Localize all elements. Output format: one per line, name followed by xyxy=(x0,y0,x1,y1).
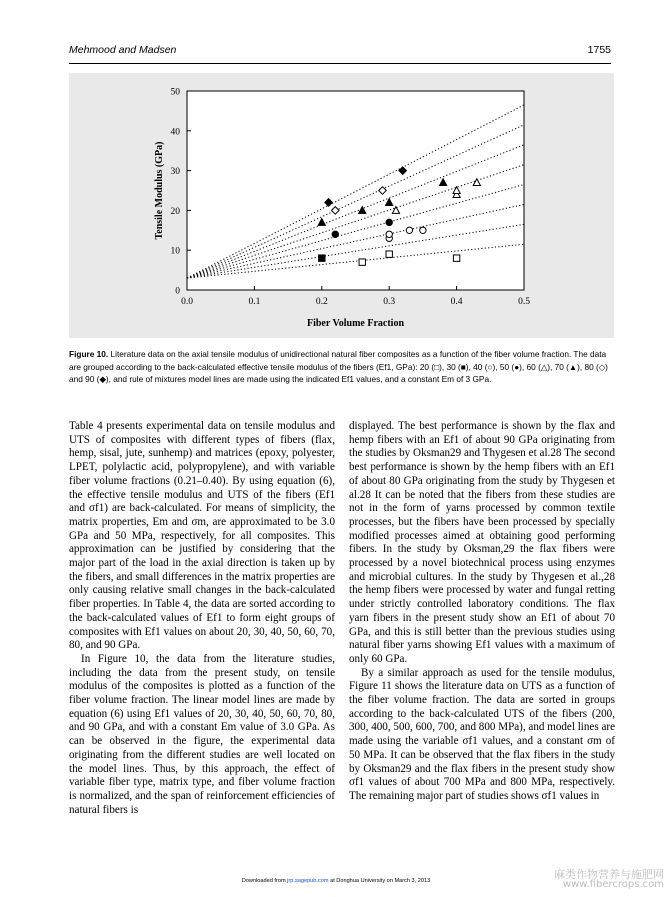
y-tick-label: 30 xyxy=(170,167,180,178)
y-tick-label: 20 xyxy=(170,206,180,217)
filled-square-point xyxy=(319,255,325,261)
x-tick-label: 0.2 xyxy=(315,297,328,307)
paragraph: By a similar approach as used for the tensile modulus, Figure 11 shows the literature data on UTS as a function of the fiber volume fraction. The data are sorted in groups according to the back-calculated UTS of the fibers (200, 300, 400, 500, 600, 700, and 800 MPa), and model lines are made using the variable σf1 values, and a constant σm of 50 MPa. It can be observed that the flax fibers in the study by Oksman29 and the flax fibers in the present study show σf1 values of about 700 MPa and 800 MPa, respectively. The remaining major part of studies shows σf1 values in xyxy=(349,666,615,802)
open-circle-point xyxy=(386,231,392,237)
y-tick-label: 50 xyxy=(170,87,180,98)
paragraph: displayed. The best performance is shown by the flax and hemp fibers with an Ef1 of about 90 GPa originating from the studies by Oksman29 and Thygesen et al.28 The second best performance is shown by the hemp fibers with an Ef1 of about 80 GPa originating from the study by Thygesen et al.28 It can be noted that the fibers from these studies are not in the form of yarns processed by common textile processes, but the fibers have been processed by specially modified processes aimed at obtaining good performing fibers. In the study by Oksman,29 the flax fibers were processed by a novel biotechnical process using enzymes and microbial cultures. In the study by Thygesen et al.,28 the hemp fibers were processed by water and fungal retting under strictly controlled laboratory conditions. The flax yarn fibers in the present study show an Ef1 of about 70 GPa, and this is still better than the previous studies using natural fiber yarns showing Ef1 values with a maximum of only 60 GPa. xyxy=(349,420,615,665)
y-tick-label: 0 xyxy=(175,286,180,297)
filled-circle-point xyxy=(386,219,392,225)
open-circle-point xyxy=(420,227,426,233)
body-column-right xyxy=(349,420,615,804)
y-tick-label: 40 xyxy=(170,127,180,138)
body-column-left xyxy=(69,420,335,817)
x-tick-label: 0.1 xyxy=(248,297,261,307)
figure-panel xyxy=(69,73,614,338)
tensile-modulus-chart xyxy=(69,73,614,338)
footer-suffix: at Donghua University on March 3, 2013 xyxy=(328,878,431,884)
watermark-chinese: 麻类作物营养与施肥网 xyxy=(554,868,664,881)
header-page-number: 1755 xyxy=(587,44,611,56)
footer-prefix: Downloaded from xyxy=(241,878,288,884)
x-axis-label: Fiber Volume Fraction xyxy=(306,318,405,329)
x-tick-label: 0.3 xyxy=(383,297,396,307)
open-circle-point xyxy=(406,227,412,233)
figure-caption-label: Figure 10. xyxy=(69,349,109,359)
y-axis-label: Tensile Modulus (GPa) xyxy=(154,141,165,240)
figure-caption xyxy=(69,348,615,386)
header-rule xyxy=(69,63,611,64)
open-square-point xyxy=(453,255,459,261)
y-tick-label: 10 xyxy=(170,246,180,257)
open-square-point xyxy=(386,251,392,257)
filled-circle-point xyxy=(332,231,338,237)
x-tick-label: 0.5 xyxy=(518,297,530,307)
figure-caption-text: Literature data on the axial tensile modulus of unidirectional natural fiber composites as a function of the fiber volume fraction. The data are grouped according to the back-calculated effective tensile modulus of the fibers (Ef1, GPa): 20 (□), 30 (■), 40 (○), 50 (●), 60 (△), 70 (▲), 80 (◇) and 90 (◆), and rule of mixtures model lines are made using the indicated Ef1 values, and a constant Em of 3 GPa. xyxy=(69,349,608,384)
paragraph: Table 4 presents experimental data on tensile modulus and UTS of composites with different types of fibers (flax, hemp, sisal, jute, sunhemp) and matrices (epoxy, polyester, LPET, polylactic acid, polypropylene), and with variable fiber volume fractions (0.21–0.40). By using equation (6), the effective tensile modulus and UTS of the fibers (Ef1 and σf1) are back-calculated. For means of simplicity, the matrix properties, Em and σm, are approximated to be 3.0 GPa and 50 MPa, respectively, for all composites. This approximation can be justified by considering that the major part of the load in the axial direction is taken up by the fibers, and small differences in the matrix properties are only causing relative small changes in the back-calculated fiber properties. In Table 4, the data are sorted according to the back-calculated values of Ef1 to form eight groups of composites with Ef1 values on about 20, 30, 40, 50, 60, 70, 80, and 90 GPa. xyxy=(69,420,335,652)
x-tick-label: 0.4 xyxy=(450,297,463,307)
x-tick-label: 0.0 xyxy=(181,297,193,307)
open-square-point xyxy=(359,259,365,265)
header-authors: Mehmood and Madsen xyxy=(69,44,177,56)
watermark-url: www.fibercrops.com xyxy=(562,879,664,890)
running-header xyxy=(69,44,611,62)
paragraph: In Figure 10, the data from the literature studies, including the data from the present study, on tensile modulus of the composites is plotted as a function of the fiber volume fraction. The linear model lines are made by equation (6) using Ef1 values of 20, 30, 40, 50, 60, 70, 80, and 90 GPa, and with a constant Em value of 3.0 GPa. As can be observed in the figure, the experimental data originating from the different studies are well located on the model lines. Thus, by this approach, the effect of variable fiber type, matrix type, and fiber volume fraction is normalized, and the span of reinforcement efficiencies of natural fibers is xyxy=(69,652,335,816)
footer-link[interactable]: jrp.sagepub.com xyxy=(287,878,329,884)
plot-area xyxy=(187,91,524,290)
